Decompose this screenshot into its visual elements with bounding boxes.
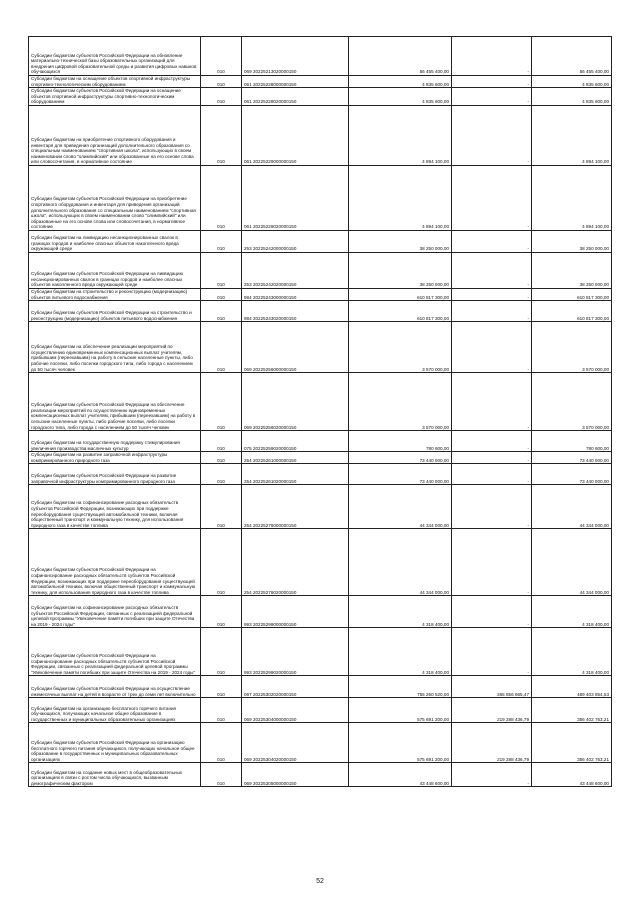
table-row bbox=[29, 230, 612, 252]
row-code: 010 bbox=[201, 698, 242, 723]
row-executed-amount: - bbox=[452, 230, 532, 252]
row-name: Субсидии бюджетам на организацию бесплатного горячего питания обучающихся, получающих начальное общее образование в государственных и муниципальных образовательных организациях bbox=[29, 698, 201, 723]
row-executed-amount: - bbox=[452, 288, 532, 300]
row-code: 010 bbox=[201, 723, 242, 763]
row-executed-amount: - bbox=[452, 301, 532, 322]
row-code: 010 bbox=[201, 288, 242, 300]
row-name: Субсидии бюджетам субъектов Российской Федерации на софинансирование расходных обязательств субъектов Российской Федерации, связанных с реализацией федеральной целевой программы "Увековечение памяти погибших при защите Отечества на 2019 - 2024 годы" bbox=[29, 628, 201, 676]
row-name: Субсидии бюджетам субъектов Российской Федерации на развитие заправочной инфраструктуры компримированного природного газа bbox=[29, 464, 201, 485]
row-code: 010 bbox=[201, 529, 242, 596]
row-name: Субсидии бюджетам субъектов Российской Федерации на строительство и реконструкцию (модернизацию) объектов питьевого водоснабжения bbox=[29, 301, 201, 322]
row-assigned-amount: 4 835 600,00 bbox=[349, 76, 452, 88]
row-remaining-amount: 73 440 000,00 bbox=[532, 464, 612, 485]
table-row bbox=[29, 288, 612, 300]
row-assigned-amount: 73 440 000,00 bbox=[349, 464, 452, 485]
row-remaining-amount: 4 894 100,00 bbox=[532, 165, 612, 230]
row-executed-amount: - bbox=[452, 596, 532, 628]
row-name: Субсидии бюджетам субъектов Российской Федерации на осуществление ежемесячных выплат на детей в возрасте от трех до семи лет включительно bbox=[29, 676, 201, 698]
table-row bbox=[29, 322, 612, 373]
row-classification: 254 20225261020000150 bbox=[242, 464, 349, 485]
row-assigned-amount: 4 894 100,00 bbox=[349, 105, 452, 165]
row-code: 010 bbox=[201, 373, 242, 431]
row-name: Субсидии бюджетам на создание новых мест в общеобразовательных организациях в связи с ростом числа обучающихся, вызванным демографическим фактором bbox=[29, 763, 201, 787]
row-remaining-amount: 4 835 600,00 bbox=[532, 76, 612, 88]
row-name: Субсидии бюджетам на софинансирование расходных обязательств субъектов Российской Федерации, возникающих при поддержке переоборудования существующей автомобильной техники, включая общественный транспорт и коммунальную технику, для использования природного газа в качестве топлива bbox=[29, 485, 201, 529]
row-code: 010 bbox=[201, 252, 242, 288]
row-remaining-amount: 38 250 000,00 bbox=[532, 252, 612, 288]
row-classification: 069 20225304020000150 bbox=[242, 723, 349, 763]
row-assigned-amount: 4 318 400,00 bbox=[349, 596, 452, 628]
row-classification: 069 20225256000000150 bbox=[242, 322, 349, 373]
row-executed-amount: 219 288 436,79 bbox=[452, 723, 532, 763]
row-name: Субсидии бюджетам на ликвидацию несанкционированных свалок в границах городов и наиболее опасных объектов накопленного вреда окружающей среде bbox=[29, 230, 201, 252]
row-assigned-amount: 3 570 000,00 bbox=[349, 373, 452, 431]
table-row bbox=[29, 698, 612, 723]
row-assigned-amount: 38 250 000,00 bbox=[349, 230, 452, 252]
table-row bbox=[29, 431, 612, 452]
table-row bbox=[29, 485, 612, 529]
row-remaining-amount: 44 344 000,00 bbox=[532, 529, 612, 596]
row-name: Субсидии бюджетам субъектов Российской Федерации на организацию бесплатного горячего питания обучающихся, получающих начальное общее образование в государственных и муниципальных образовательных организациях bbox=[29, 723, 201, 763]
row-name: Субсидии бюджетам субъектов Российской Федерации на софинансирование расходных обязательств субъектов Российской Федерации, возникающих при поддержке переоборудования существующей автомобильной техники, включая общественный транспорт и коммунальную технику, для использования природного газа в качестве топлива bbox=[29, 529, 201, 596]
row-name: Субсидии бюджетам субъектов Российской Федерации на оснащение объектов спортивной инфраструктуры спортивно-технологическим оборудованием bbox=[29, 88, 201, 106]
row-name: Субсидии бюджетам на развитие заправочной инфраструктуры компримированного природного газа bbox=[29, 452, 201, 464]
row-classification: 069 20225304000000150 bbox=[242, 698, 349, 723]
budget-table bbox=[28, 36, 612, 787]
row-executed-amount: - bbox=[452, 529, 532, 596]
table-body bbox=[29, 37, 612, 787]
row-assigned-amount: 44 344 000,00 bbox=[349, 485, 452, 529]
row-classification: 075 20225259020000150 bbox=[242, 431, 349, 452]
row-code: 010 bbox=[201, 88, 242, 106]
row-classification: 254 20225276020000150 bbox=[242, 529, 349, 596]
row-classification: 993 20225299020000150 bbox=[242, 628, 349, 676]
table-row bbox=[29, 373, 612, 431]
row-classification: 984 20225243020000150 bbox=[242, 301, 349, 322]
table-row bbox=[29, 452, 612, 464]
row-executed-amount: - bbox=[452, 431, 532, 452]
page-number: 52 bbox=[316, 878, 324, 885]
row-executed-amount: - bbox=[452, 105, 532, 165]
row-executed-amount: - bbox=[452, 165, 532, 230]
row-assigned-amount: 610 817 300,00 bbox=[349, 288, 452, 300]
row-executed-amount: - bbox=[452, 452, 532, 464]
row-remaining-amount: 4 318 400,00 bbox=[532, 628, 612, 676]
row-code: 010 bbox=[201, 105, 242, 165]
row-executed-amount: - bbox=[452, 373, 532, 431]
row-remaining-amount: 4 835 600,00 bbox=[532, 88, 612, 106]
row-code: 010 bbox=[201, 76, 242, 88]
row-classification: 069 20225256020000150 bbox=[242, 373, 349, 431]
row-code: 010 bbox=[201, 322, 242, 373]
row-name: Субсидии бюджетам на государственную поддержку стимулирования увеличения производства масличных культур bbox=[29, 431, 201, 452]
row-executed-amount: 219 288 436,79 bbox=[452, 698, 532, 723]
row-code: 010 bbox=[201, 763, 242, 787]
row-name: Субсидии бюджетам субъектов Российской Федерации на обеспечение реализации мероприятий по осуществлению единовременных компенсационных выплат учителям, прибывшим (переехавшим) на работу в сельские населенные пункты, либо рабочие поселки, либо поселки городского типа, либо города с населением до 50 тысяч человек bbox=[29, 373, 201, 431]
table-row bbox=[29, 723, 612, 763]
row-remaining-amount: 73 440 000,00 bbox=[532, 452, 612, 464]
table-row bbox=[29, 76, 612, 88]
row-remaining-amount: 610 817 300,00 bbox=[532, 288, 612, 300]
row-assigned-amount: 755 260 520,00 bbox=[349, 676, 452, 698]
table-row bbox=[29, 301, 612, 322]
row-executed-amount: - bbox=[452, 485, 532, 529]
row-name: Субсидии бюджетам на строительство и реконструкцию (модернизацию) объектов питьевого водоснабжения bbox=[29, 288, 201, 300]
row-name: Субсидии бюджетам на оснащение объектов спортивной инфраструктуры спортивно-технологическим оборудованием bbox=[29, 76, 201, 88]
row-remaining-amount: 44 344 000,00 bbox=[532, 485, 612, 529]
row-classification: 069 20225305000000150 bbox=[242, 763, 349, 787]
row-code: 010 bbox=[201, 676, 242, 698]
row-remaining-amount: 489 403 854,53 bbox=[532, 676, 612, 698]
row-assigned-amount: 575 691 200,00 bbox=[349, 723, 452, 763]
row-code: 010 bbox=[201, 230, 242, 252]
row-classification: 067 20225302020000150 bbox=[242, 676, 349, 698]
row-executed-amount: - bbox=[452, 88, 532, 106]
row-remaining-amount: 356 402 763,21 bbox=[532, 723, 612, 763]
row-code: 010 bbox=[201, 431, 242, 452]
table-row bbox=[29, 464, 612, 485]
table-row bbox=[29, 596, 612, 628]
row-code: 010 bbox=[201, 628, 242, 676]
row-code: 010 bbox=[201, 301, 242, 322]
row-remaining-amount: 3 570 000,00 bbox=[532, 322, 612, 373]
row-executed-amount: - bbox=[452, 464, 532, 485]
table-row bbox=[29, 763, 612, 787]
row-remaining-amount: 3 570 000,00 bbox=[532, 373, 612, 431]
row-remaining-amount: 38 250 000,00 bbox=[532, 230, 612, 252]
row-classification: 254 20225261000000150 bbox=[242, 452, 349, 464]
row-classification: 069 20225213020000150 bbox=[242, 37, 349, 76]
table-row bbox=[29, 105, 612, 165]
row-executed-amount: 265 856 665,47 bbox=[452, 676, 532, 698]
row-classification: 993 20225299000000150 bbox=[242, 596, 349, 628]
row-assigned-amount: 575 691 200,00 bbox=[349, 698, 452, 723]
row-name: Субсидии бюджетам субъектов Российской Федерации на приобретение спортивного оборудования и инвентаря для приведения организаций дополнительного образования со специальным наименованием "спортивная школа", использующих в своем наименовании слово "олимпийский" или образованные на его основе слова или словосочетания, в нормативное состояние bbox=[29, 165, 201, 230]
row-classification: 253 20225242020000150 bbox=[242, 252, 349, 288]
row-remaining-amount: 356 402 763,21 bbox=[532, 698, 612, 723]
row-assigned-amount: 3 570 000,00 bbox=[349, 322, 452, 373]
row-assigned-amount: 610 817 300,00 bbox=[349, 301, 452, 322]
row-assigned-amount: 43 448 600,00 bbox=[349, 763, 452, 787]
row-executed-amount: - bbox=[452, 628, 532, 676]
row-assigned-amount: 4 835 600,00 bbox=[349, 88, 452, 106]
row-assigned-amount: 4 318 400,00 bbox=[349, 628, 452, 676]
row-executed-amount: - bbox=[452, 252, 532, 288]
row-classification: 061 20225228000000150 bbox=[242, 76, 349, 88]
row-assigned-amount: 73 440 000,00 bbox=[349, 452, 452, 464]
row-assigned-amount: 38 250 000,00 bbox=[349, 252, 452, 288]
row-executed-amount: - bbox=[452, 76, 532, 88]
table-row bbox=[29, 252, 612, 288]
row-classification: 254 20225276000000150 bbox=[242, 485, 349, 529]
row-executed-amount: - bbox=[452, 763, 532, 787]
row-remaining-amount: 780 600,00 bbox=[532, 431, 612, 452]
row-remaining-amount: 43 448 600,00 bbox=[532, 763, 612, 787]
row-assigned-amount: 44 344 000,00 bbox=[349, 529, 452, 596]
row-remaining-amount: 610 817 300,00 bbox=[532, 301, 612, 322]
table-row bbox=[29, 529, 612, 596]
row-executed-amount: - bbox=[452, 322, 532, 373]
row-code: 010 bbox=[201, 37, 242, 76]
row-assigned-amount: 780 600,00 bbox=[349, 431, 452, 452]
row-name: Субсидии бюджетам на обеспечение реализации мероприятий по осуществлению единовременных компенсационных выплат учителям, прибывшим (переехавшим) на работу в сельские населенные пункты, либо рабочие поселки, либо поселки городского типа, либо города с населением до 50 тысяч человек bbox=[29, 322, 201, 373]
row-code: 010 bbox=[201, 485, 242, 529]
row-remaining-amount: 4 318 400,00 bbox=[532, 596, 612, 628]
row-classification: 061 20225229020000150 bbox=[242, 165, 349, 230]
row-name: Субсидии бюджетам субъектов Российской Федерации на ликвидацию несанкционированных свалок в границах городов и наиболее опасных объектов накопленного вреда окружающей среде bbox=[29, 252, 201, 288]
row-classification: 984 20225243000000150 bbox=[242, 288, 349, 300]
row-code: 010 bbox=[201, 596, 242, 628]
row-assigned-amount: 4 894 100,00 bbox=[349, 165, 452, 230]
row-name: Субсидии бюджетам на софинансирование расходных обязательств субъектов Российской Федерации, связанных с реализацией федеральной целевой программы "Увековечение памяти погибших при защите Отечества на 2019 - 2024 годы" bbox=[29, 596, 201, 628]
row-remaining-amount: 56 455 400,00 bbox=[532, 37, 612, 76]
row-classification: 253 20225242000000150 bbox=[242, 230, 349, 252]
row-classification: 061 20225228020000150 bbox=[242, 88, 349, 106]
table-row bbox=[29, 676, 612, 698]
row-remaining-amount: 4 894 100,00 bbox=[532, 105, 612, 165]
row-assigned-amount: 56 455 400,00 bbox=[349, 37, 452, 76]
row-name: Субсидии бюджетам на приобретение спортивного оборудования и инвентаря для приведения организаций дополнительного образования со специальным наименованием "спортивная школа", использующих в своем наименовании слово "олимпийский" или образованные на его основе слова или словосочетания, в нормативное состояние bbox=[29, 105, 201, 165]
table-row bbox=[29, 628, 612, 676]
row-name: Субсидии бюджетам субъектов Российской Федерации на обновление материально-технической базы образовательных организаций для внедрения цифровой образовательной среды и развития цифровых навыков обучающихся bbox=[29, 37, 201, 76]
table-row bbox=[29, 37, 612, 76]
row-code: 010 bbox=[201, 165, 242, 230]
row-code: 010 bbox=[201, 452, 242, 464]
row-executed-amount: - bbox=[452, 37, 532, 76]
row-code: 010 bbox=[201, 464, 242, 485]
table-row bbox=[29, 165, 612, 230]
table-row bbox=[29, 88, 612, 106]
row-classification: 061 20225229000000150 bbox=[242, 105, 349, 165]
